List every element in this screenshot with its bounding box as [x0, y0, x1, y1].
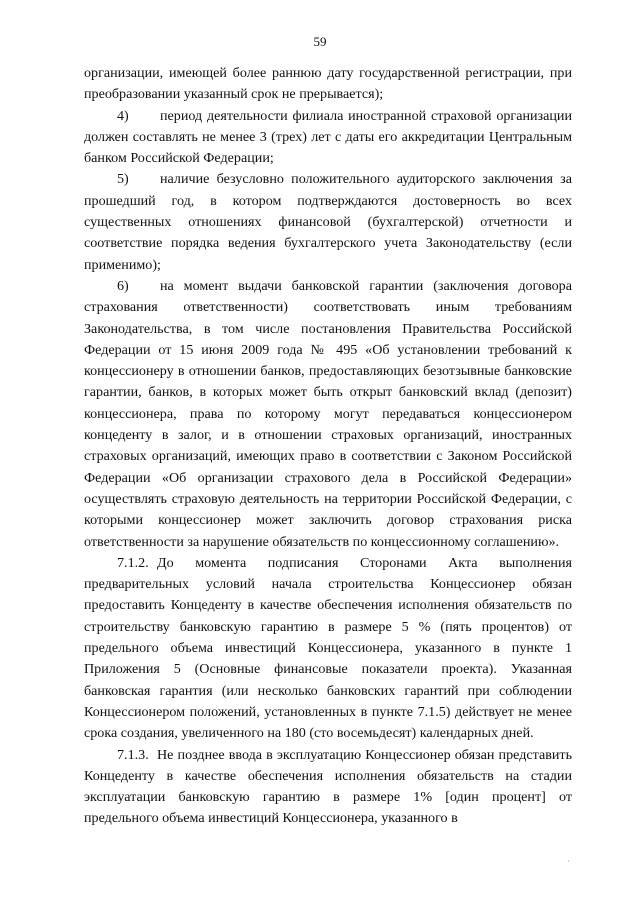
- clause-7-1-3: [84, 745, 572, 830]
- list-item-4: [84, 106, 572, 170]
- list-item-5: [84, 169, 572, 275]
- clause-text: До момента подписания Сторонами Акта выполнения предварительных условий начала строительства Концессионер обязан предоставить Концеденту в качестве обеспечения исполнения обязательств по строительству банковскую гарантию в размере 5 % (пять процентов) от предельного объема инвестиций Концессионера, указанного в пункте 1 Приложения 5 (Основные финансовые показатели проекта). Указанная банковская гарантия (или несколько банковских гарантий при соблюдении Концессионером положений, установленных в пункте 7.1.5) действует не менее срока создания, увеличенного на 180 (сто восемьдесят) календарных дней.: [84, 554, 572, 742]
- clause-number: 7.1.3.: [117, 746, 149, 763]
- paragraph-continuation: организации, имеющей более раннюю дату государственной регистрации, при преобразовании указанный срок не прерывается);: [84, 65, 572, 103]
- list-item-text: наличие безусловно положительного аудиторского заключения за прошедший год, в котором подтверждаются достоверность во всех существенных отношениях финансовой (бухгалтерской) отчетности и соответствие порядка ведения бухгалтерского учета Законодательству (если применимо);: [84, 171, 572, 273]
- list-item-number: 4): [117, 107, 129, 124]
- page-number: 59: [313, 34, 327, 49]
- clause-7-1-2: [84, 553, 572, 745]
- list-item-number: 6): [117, 277, 129, 294]
- document-body: [84, 63, 572, 830]
- list-item-text: период деятельности филиала иностранной страховой организации должен составлять не менее 3 (трех) лет с даты его аккредитации Центральным банком Российской Федерации;: [84, 107, 572, 167]
- clause-text: Не позднее ввода в эксплуатацию Концессионер обязан представить Концеденту в качестве обеспечения исполнения обязательств на стадии эксплуатации банковскую гарантию в размере 1% [один процент] от предельного объема инвестиций Концессионера, указанного в: [84, 746, 572, 827]
- list-item-6: [84, 276, 572, 553]
- list-item-number: 5): [117, 171, 129, 188]
- clause-number: 7.1.2.: [117, 554, 149, 571]
- scan-mark: ·: [567, 856, 570, 866]
- list-item-text: на момент выдачи банковской гарантии (заключения договора страхования ответственности) соответствовать иным требованиям Законодательства, в том числе постановления Правительства Российской Федерации от 15 июня 2009 года № 495 «Об установлении требований к концессионеру в отношении банков, предоставляющих безотзывные банковские гарантии, банков, в которых может быть открыт банковский вклад (депозит) концессионера, права по которому могут передаваться концессионером концеденту в залог, и в отношении страховых организаций, иностранных страховых организаций, имеющих право в соответствии с Законом Российской Федерации «Об организации страхового дела в Российской Федерации» осуществлять страховую деятельность на территории Российской Федерации, с которыми концессионер может заключить договор страхования риска ответственности за нарушение обязательств по концессионному соглашению».: [84, 277, 572, 550]
